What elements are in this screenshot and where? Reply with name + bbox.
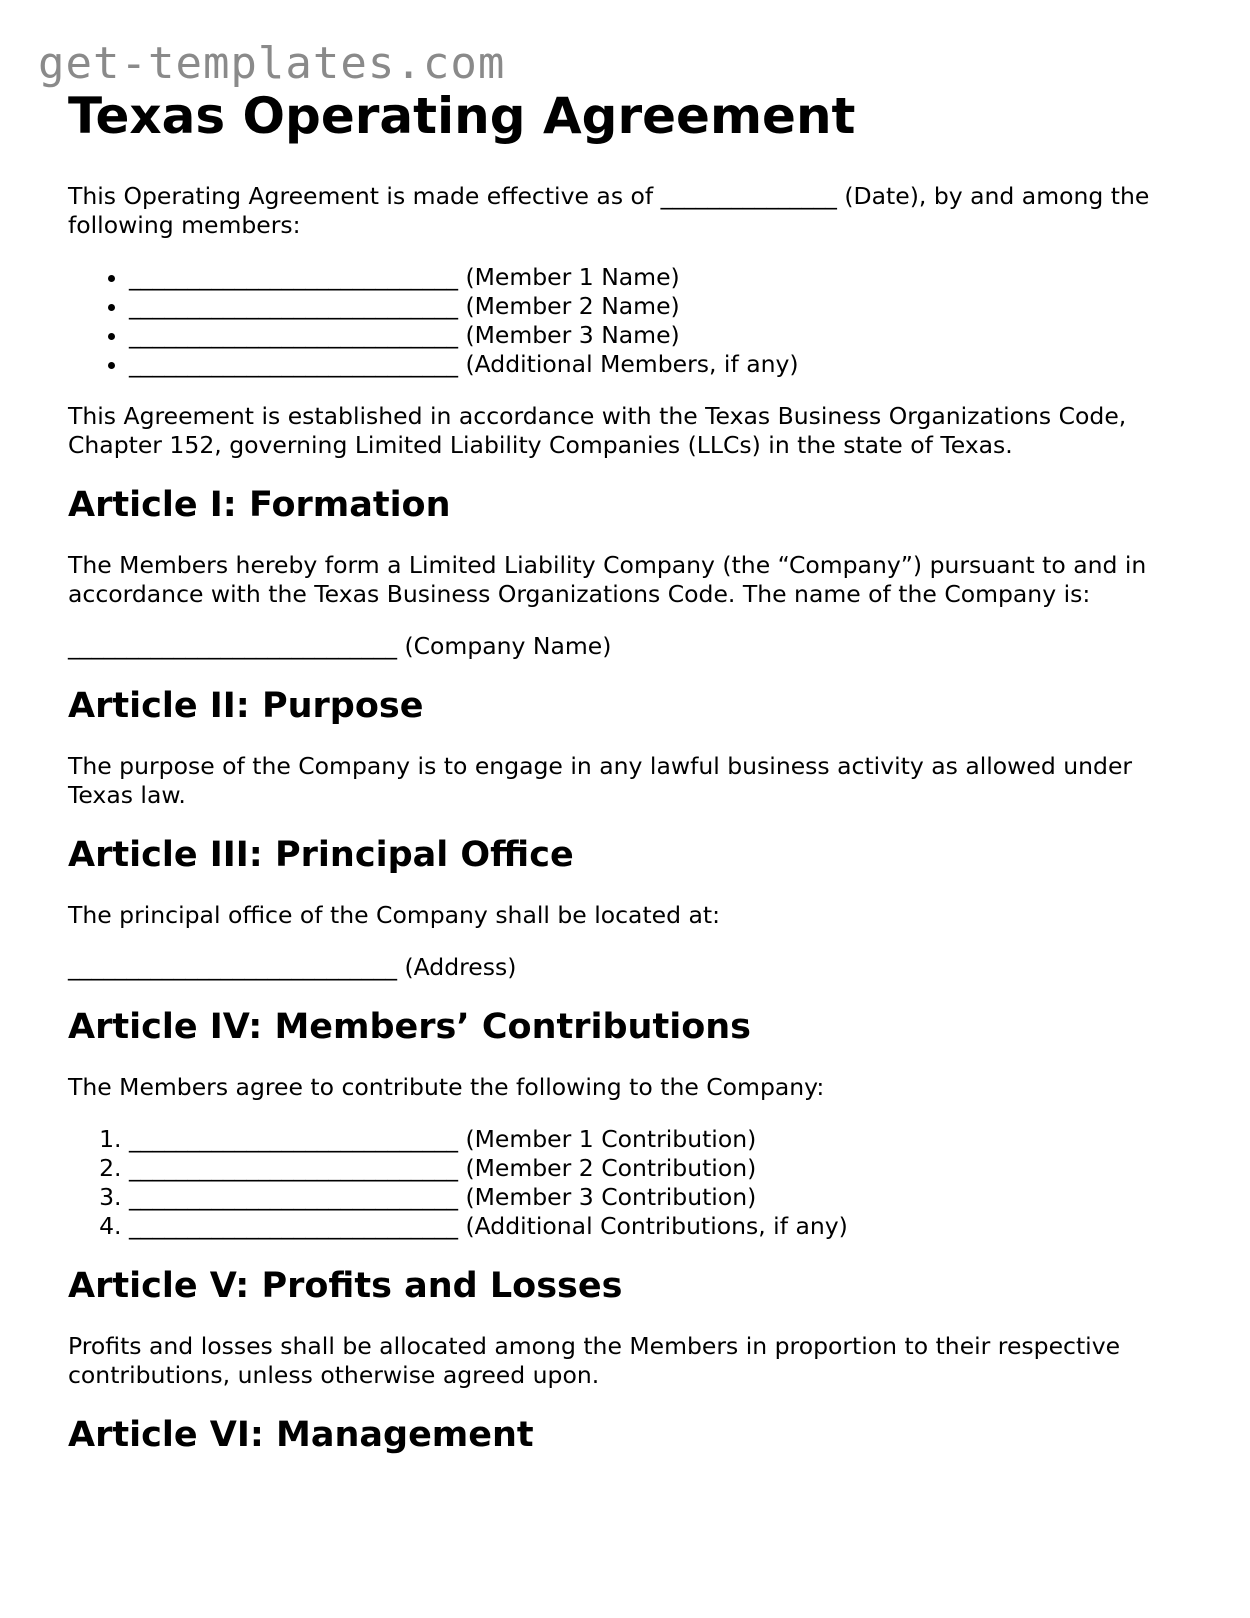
address-blank: ____________________________ (Address) — [68, 953, 517, 981]
member-item: • ____________________________ (Additional Members, if any) — [129, 350, 1198, 379]
article-3-heading: Article III: Principal Office — [68, 835, 574, 875]
article-2-text: The purpose of the Company is to engage in any lawful business activity as allowed under Texas law. — [68, 752, 1133, 809]
article-4-text: The Members agree to contribute the following to the Company: — [68, 1073, 825, 1101]
contribution-item: 1. ____________________________ (Member 1 Contribution) — [129, 1125, 1198, 1154]
member-item: • ____________________________ (Member 1 Name) — [129, 263, 1198, 292]
document-title: Texas Operating Agreement — [68, 87, 856, 145]
article-4-heading: Article IV: Members’ Contributions — [68, 1007, 751, 1047]
statute-paragraph: This Agreement is established in accordance with the Texas Business Organizations Code, Chapter 152, governing Limited Liability Companies (LLCs) in the state of Texas. — [68, 402, 1127, 459]
contributions-list — [68, 1125, 1198, 1241]
document-body — [68, 84, 1198, 1481]
intro-paragraph: This Operating Agreement is made effective as of _______________ (Date), by and among the following members: — [68, 182, 1150, 239]
company-name-blank: ____________________________ (Company Name) — [68, 632, 612, 660]
article-6-heading: Article VI: Management — [68, 1415, 534, 1455]
contribution-item: 3. ____________________________ (Member 3 Contribution) — [129, 1183, 1198, 1212]
article-5-text: Profits and losses shall be allocated among the Members in proportion to their respective contributions, unless otherwise agreed upon. — [68, 1332, 1121, 1389]
article-2-heading: Article II: Purpose — [68, 686, 424, 726]
member-item: • ____________________________ (Member 3 Name) — [129, 321, 1198, 350]
contribution-item: 4. ____________________________ (Additional Contributions, if any) — [129, 1212, 1198, 1241]
article-1-text: The Members hereby form a Limited Liability Company (the “Company”) pursuant to and in accordance with the Texas Business Organizations Code. The name of the Company is: — [68, 551, 1147, 608]
article-1-heading: Article I: Formation — [68, 485, 451, 525]
member-item: • ____________________________ (Member 2 Name) — [129, 292, 1198, 321]
watermark: get-templates.com — [38, 38, 506, 89]
article-5-heading: Article V: Profits and Losses — [68, 1266, 623, 1306]
article-3-text: The principal office of the Company shall be located at: — [68, 901, 721, 929]
members-list — [68, 263, 1198, 379]
contribution-item: 2. ____________________________ (Member 2 Contribution) — [129, 1154, 1198, 1183]
